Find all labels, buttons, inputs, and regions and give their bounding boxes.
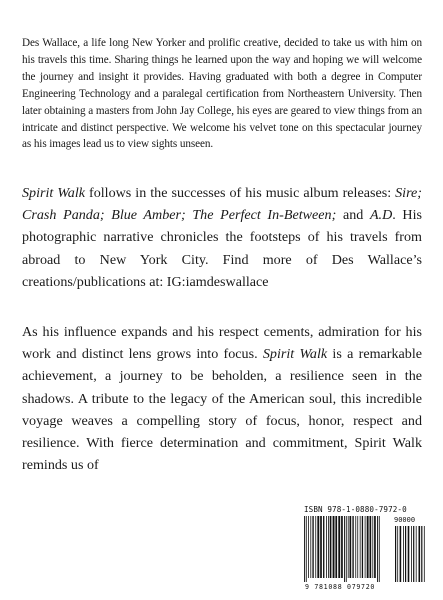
barcode-addon-bar xyxy=(400,526,402,582)
barcode-bar xyxy=(317,516,319,578)
barcode-addon-bar xyxy=(395,526,396,582)
barcode-bar xyxy=(352,516,353,578)
barcode-bar xyxy=(370,516,372,578)
barcode-bar xyxy=(362,516,363,578)
barcode-bar xyxy=(330,516,332,578)
barcode-addon-bar xyxy=(405,526,406,582)
barcode-bar xyxy=(348,516,349,578)
description-text: and xyxy=(336,207,370,224)
barcode-bar xyxy=(344,516,345,582)
praise-text: As his influence expands and his respect cements, admiration for his work and distinct lens grows into focus. xyxy=(22,324,422,363)
isbn-label: ISBN 978-1-0880-7972-0 xyxy=(304,505,407,514)
barcode-bar xyxy=(367,516,369,578)
barcode-bar xyxy=(328,516,329,578)
barcode-bar xyxy=(374,516,376,578)
barcode-bar xyxy=(308,516,309,578)
barcode-addon-bar xyxy=(424,526,425,582)
barcode-bar xyxy=(355,516,356,578)
praise-paragraph xyxy=(22,321,422,476)
barcode-bar xyxy=(372,516,373,578)
barcode-bar xyxy=(326,516,327,578)
barcode-bar xyxy=(360,516,361,578)
barcode-bar xyxy=(315,516,316,578)
barcode-addon-bar xyxy=(397,526,398,582)
album-list: Sire; Crash Panda; Blue Amber; The Perfect In-Between; xyxy=(22,185,422,224)
barcode-bar xyxy=(341,516,343,578)
barcode-bar xyxy=(379,516,380,582)
barcode-bar xyxy=(310,516,311,578)
barcode-bar xyxy=(304,516,305,582)
isbn-barcode xyxy=(302,505,426,590)
description-text: . His photographic narrative chronicles the footsteps of his travels from abroad to New York City. Find more of Des Wallace’s creations/publications at: IG:iamdeswallace xyxy=(22,207,422,290)
barcode-digits: 9 781088 079720 xyxy=(305,583,376,591)
book-description-paragraph xyxy=(22,182,422,293)
barcode-bar xyxy=(335,516,337,578)
barcode-bar xyxy=(365,516,366,578)
barcode-addon-bar xyxy=(411,526,412,582)
barcode-addon-bar xyxy=(403,526,404,582)
author-bio-paragraph: Des Wallace, a life long New Yorker and prolific creative, decided to take us with him on his travels this time. Sharing things he learned upon the way and hoping we will welcome the journey and insight it provides. Having graduated with both a degree in Computer Engineering Technology and a paralegal certification from Northeastern University. Then later obtaining a masters from John Jay College, his eyes are geared to view things from an intricate and distinct perspective. We welcome his velvet tone on this spectacular journey as his images lead us to view sights unseen. xyxy=(22,37,422,151)
book-title: Spirit Walk xyxy=(22,185,85,201)
album-title: A.D xyxy=(369,207,393,224)
barcode-bar xyxy=(320,516,322,578)
barcode-bar xyxy=(350,516,352,578)
barcode-addon-bar xyxy=(416,526,417,582)
book-title: Spirit Walk xyxy=(262,346,328,363)
barcode-bar xyxy=(357,516,358,578)
barcode-bar xyxy=(333,516,335,578)
barcode-bar xyxy=(306,516,307,582)
barcode-bar xyxy=(323,516,324,578)
praise-text: is a remarkable achievement, a journey to be beholden, a resilience seen in the shadows. A tribute to the legacy of the American soul, this incredible voyage weaves a compelling story of focus, honor, respect and resilience. With fierce determination and commitment, Spirit Walk reminds us of xyxy=(22,346,423,474)
barcode-addon-bar xyxy=(421,526,422,582)
barcode-bar xyxy=(312,516,313,578)
barcode-bar xyxy=(346,516,347,582)
description-text: follows in the successes of his music album releases: xyxy=(85,185,396,201)
barcode-bar xyxy=(338,516,340,578)
barcode-addon-bar xyxy=(408,526,410,582)
barcode-bars xyxy=(302,516,426,586)
barcode-addon-bar xyxy=(413,526,414,582)
barcode-bar xyxy=(377,516,378,582)
barcode-addon-bar xyxy=(419,526,421,582)
price-code: 90000 xyxy=(394,516,416,524)
